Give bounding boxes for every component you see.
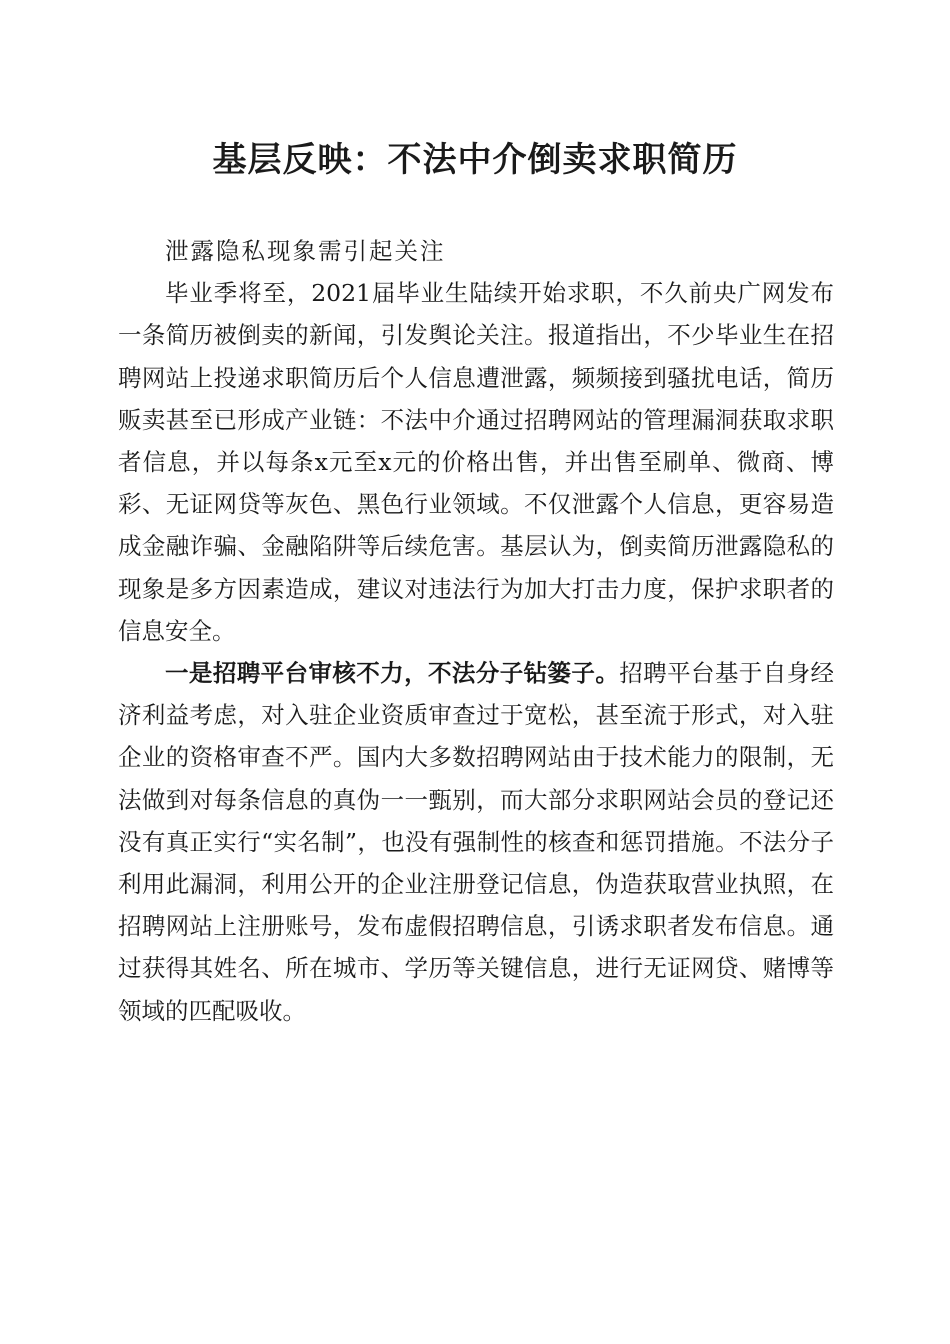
paragraph-2-lead: 一是招聘平台审核不力，不法分子钻篓子。 — [165, 659, 620, 688]
paragraph-2-body: 招聘平台基于自身经济利益考虑，对入驻企业资质审查过于宽松，甚至流于形式，对入驻企业的资格审查不严。国内大多数招聘网站由于技术能力的限制，无法做到对每条信息的真伪一一甄别，而大部分求职网站会员的登记还没有真正实行“实名制”，也没有强制性的核查和惩罚措施。不法分子利用此漏洞，利用公开的企业注册登记信息，伪造获取营业执照，在招聘网站上注册账号，发布虚假招聘信息，引诱求职者发布信息。通过获得其姓名、所在城市、学历等关键信息，进行无证网贷、赌博等领域的匹配吸收。 — [118, 659, 835, 1025]
document-body — [118, 230, 834, 1032]
document-title: 基层反映：不法中介倒卖求职简历 — [212, 140, 738, 180]
paragraph-1: 毕业季将至，2021届毕业生陆续开始求职，不久前央广网发布一条简历被倒卖的新闻，引发舆论关注。报道指出，不少毕业生在招聘网站上投递求职简历后个人信息遭泄露，频频接到骚扰电话，简历贩卖甚至已形成产业链：不法中介通过招聘网站的管理漏洞获取求职者信息，并以每条x元至x元的价格出售，并出售至刷单、微商、博彩、无证网贷等灰色、黑色行业领域。不仅泄露个人信息，更容易造成金融诈骗、金融陷阱等后续危害。基层认为，倒卖简历泄露隐私的现象是多方因素造成，建议对违法行为加大打击力度，保护求职者的信息安全。 — [118, 279, 834, 645]
paragraph-2 — [118, 652, 834, 1032]
subheading: 泄露隐私现象需引起关注 — [165, 237, 446, 265]
